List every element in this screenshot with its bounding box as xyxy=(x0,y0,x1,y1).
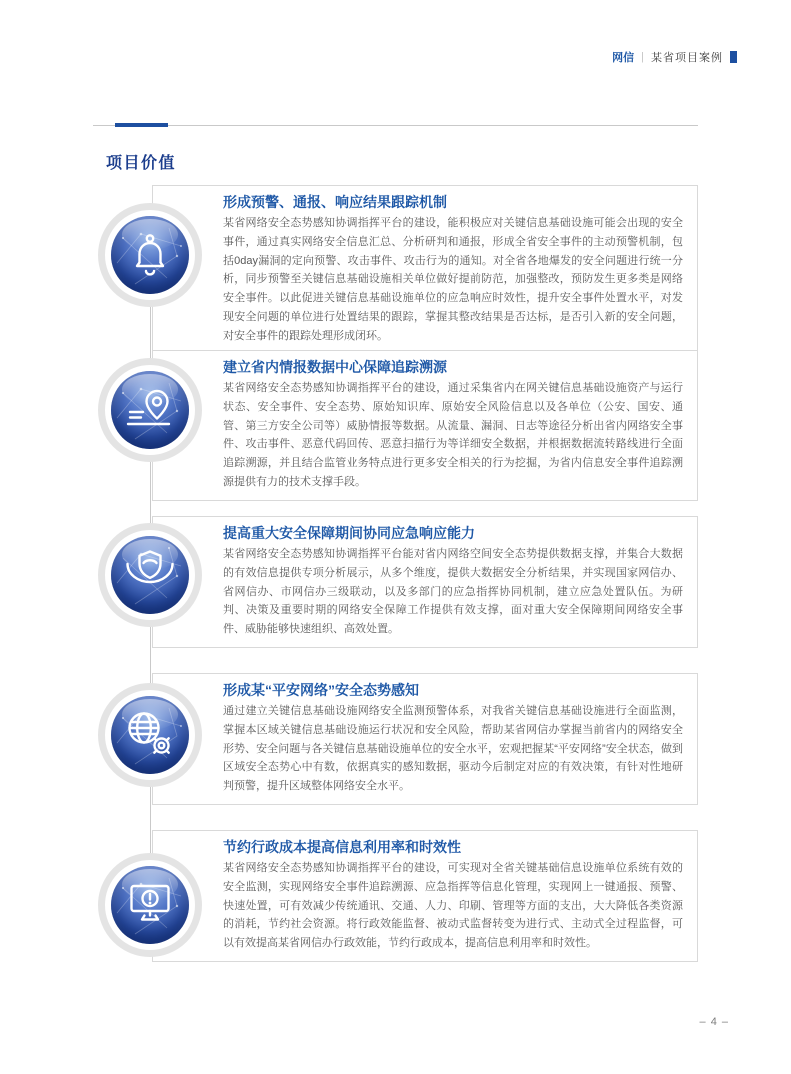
title-rule-blue xyxy=(115,123,168,127)
map-pin-glyph xyxy=(111,371,189,449)
value-heading: 形成预警、通报、响应结果跟踪机制 xyxy=(223,194,447,210)
globe-target-glyph xyxy=(111,696,189,774)
shield-glyph xyxy=(111,536,189,614)
icon-sphere xyxy=(111,536,189,614)
value-body: 某省网络安全态势感知协调指挥平台能对省内网络空间安全态势提供数据支撑，并集合大数据的有效信息提供专项分析展示，从多个维度，提供大数据安全分析结果，并实现国家网信办、省网信办、市网信办三级联动，以及多部门的应急指挥协同机制，建立应急处置队伍。为研判、决策及重要时期的网络安全保障工作提供有效支撑，面对重大安全保障期间网络安全事件、威胁能够快速组织、高效处置。 xyxy=(223,548,683,636)
value-body: 通过建立关键信息基础设施网络安全监测预警体系，对我省关键信息基础设施进行全面监测，掌握本区域关键信息基础设施运行状况和安全风险，帮助某省网信办掌握当前省内的网络安全形势、安全问题与各关键信息基础设施单位的安全水平，宏观把握某“平安网络”安全状态，做到区域安全态势心中有数，依据真实的感知数据，驱动今后制定对应的有效决策，有针对性地研判预警，提升区域整体网络安全水平。 xyxy=(223,705,683,793)
value-card-3 xyxy=(152,516,698,648)
value-card-5 xyxy=(152,830,698,962)
icon-sphere xyxy=(111,216,189,294)
bell-icon xyxy=(98,203,202,307)
page-number: – 4 – xyxy=(699,1016,729,1028)
monitor-alert-icon xyxy=(98,853,202,957)
value-body: 某省网络安全态势感知协调指挥平台的建设，能积极应对关键信息基础设施可能会出现的安全事件，通过真实网络安全信息汇总、分析研判和通报，形成全省安全事件的主动预警机制，包括0day漏洞的定向预警、攻击事件、攻击行为的通知。对全省各地爆发的安全问题进行统一分析，同步预警至关键信息基础设施相关单位做好提前防范，加强整改，预防发生更多类是网络安全事件。以此促进关键信息基础设施单位的应急响应时效性，提升安全事件处置水平，对发现安全问题的单位进行处置结果的跟踪，掌握其整改结果是否达标，是否引入新的安全问题，对安全事件的跟踪处理形成闭环。 xyxy=(223,217,683,342)
page-header xyxy=(612,49,737,65)
map-pin-list-icon xyxy=(98,358,202,462)
icon-sphere xyxy=(111,696,189,774)
header-divider: | xyxy=(641,51,644,63)
shield-guard-icon xyxy=(98,523,202,627)
value-card-4 xyxy=(152,673,698,805)
value-card-2 xyxy=(152,350,698,501)
bell-glyph xyxy=(111,216,189,294)
value-body: 某省网络安全态势感知协调指挥平台的建设，可实现对全省关键基础信息设施单位系统有效的安全监测，实现网络安全事件追踪溯源、应急指挥等信息化管理，实现网上一键通报、预警、快速处置，可有效减少传统通讯、交通、人力、印刷、管理等方面的支出，大大降低各类资源的消耗，节约社会资源。将行政效能监督、被动式监督转变为进行式、主动式全过程监督，可以有效提高某省网信办行政效能，节约行政成本，提高信息利用率和时效性。 xyxy=(223,862,683,950)
monitor-alert-glyph xyxy=(111,866,189,944)
header-accent-square xyxy=(730,51,737,63)
document-title: 某省项目案例 xyxy=(651,52,723,64)
value-heading: 节约行政成本提高信息利用率和时效性 xyxy=(223,839,461,855)
globe-target-icon xyxy=(98,683,202,787)
value-body: 某省网络安全态势感知协调指挥平台的建设，通过采集省内在网关键信息基础设施资产与运行状态、安全事件、安全态势、原始知识库、原始安全风险信息以及各单位（公安、国安、通管、第三方安全公司等）威胁情报等数据。从流量、漏洞、日志等途径分析出省内网络安全事件、攻击事件、恶意代码回传、恶意扫描行为等详细安全数据，并根据数据流转路线进行全面追踪溯源，并且结合监管业务特点进行更多安全相关的行为挖掘，为省内信息安全事件追踪溯源提供有力的技术支撑手段。 xyxy=(223,382,683,488)
brand-label: 网信 xyxy=(612,52,635,64)
value-card-1 xyxy=(152,185,698,355)
value-heading: 提高重大安全保障期间协同应急响应能力 xyxy=(223,525,475,541)
page-title: 项目价值 xyxy=(106,155,177,173)
value-heading: 形成某“平安网络”安全态势感知 xyxy=(223,682,419,698)
icon-sphere xyxy=(111,371,189,449)
value-heading: 建立省内情报数据中心保障追踪溯源 xyxy=(223,359,447,375)
icon-sphere xyxy=(111,866,189,944)
title-rule-gray xyxy=(93,125,698,126)
